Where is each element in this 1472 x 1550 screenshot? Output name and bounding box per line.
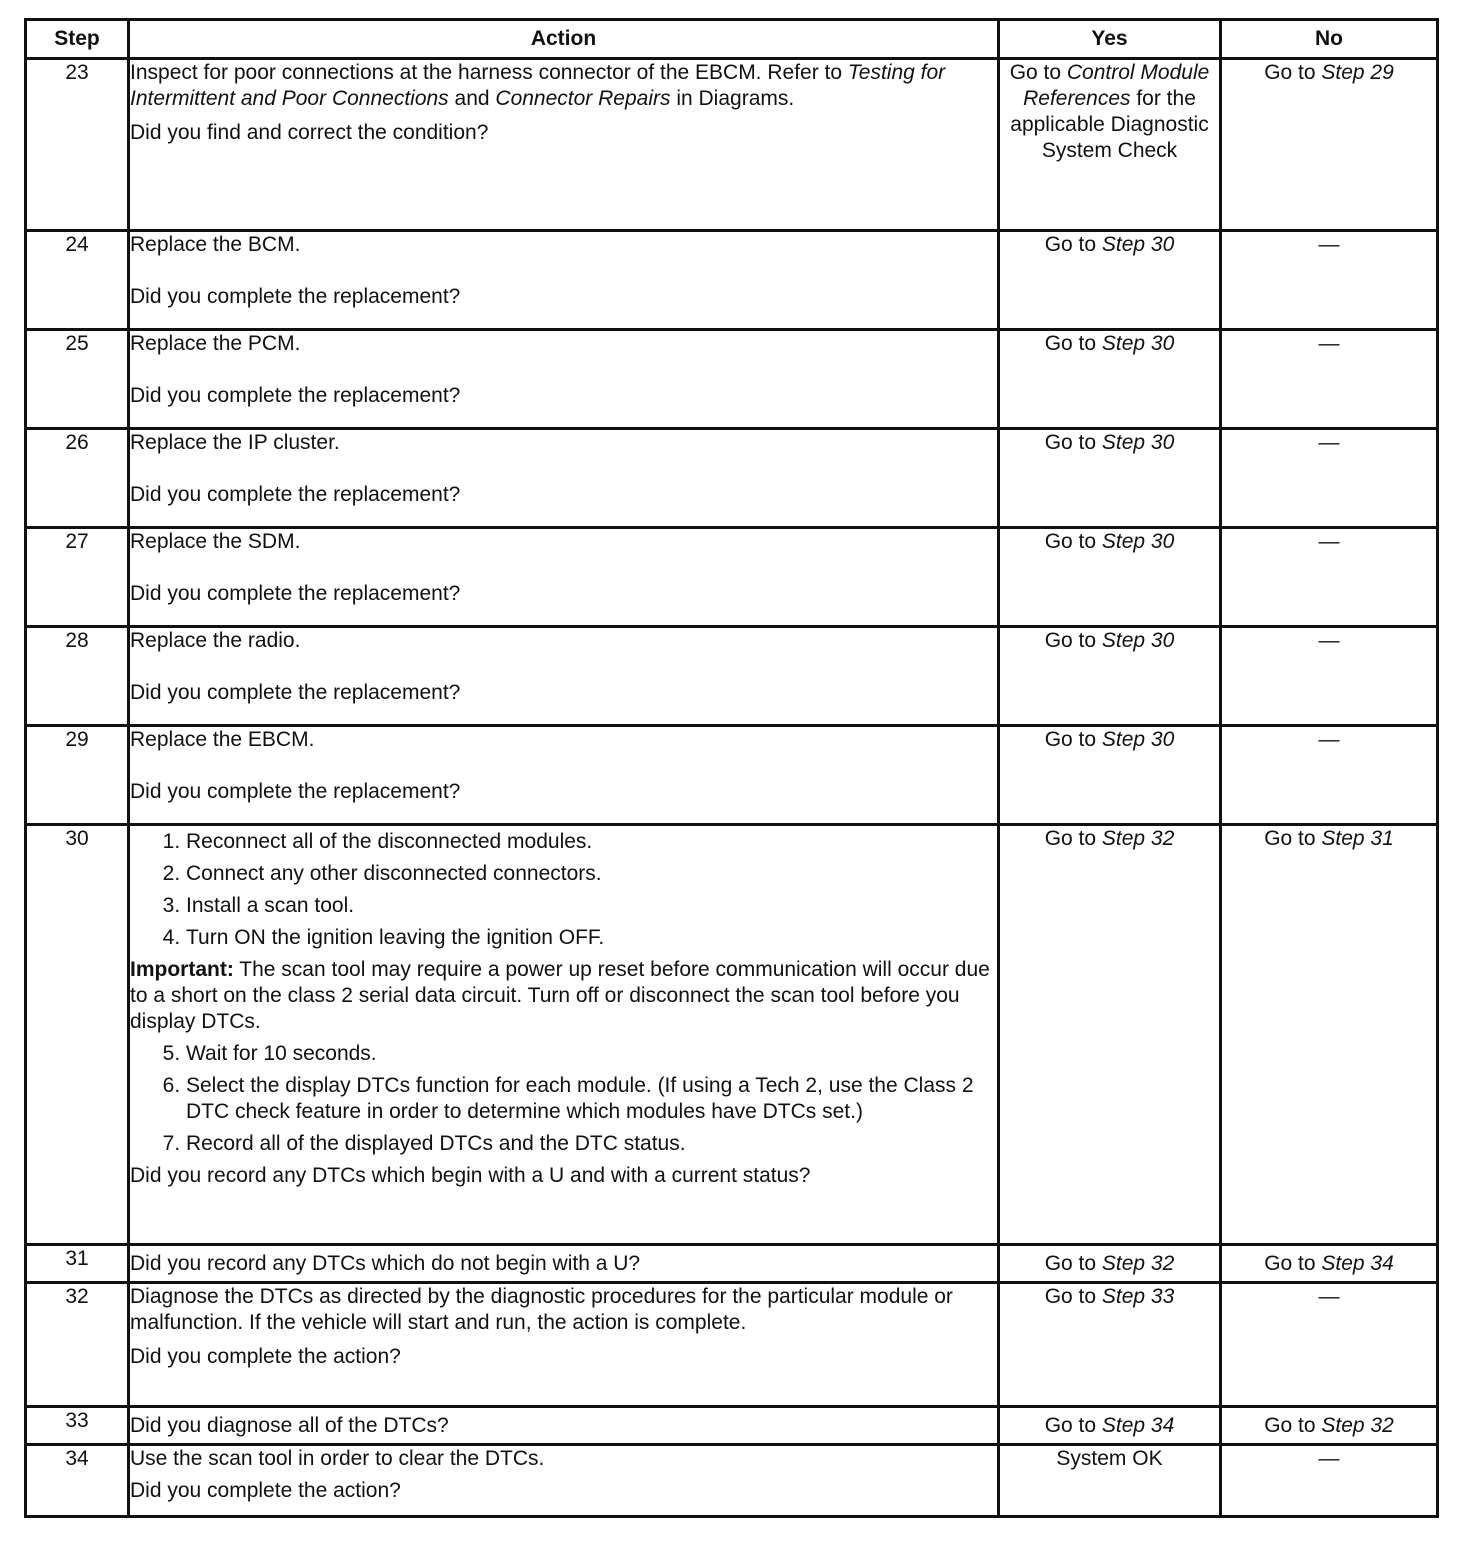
table-row — [26, 1407, 1438, 1445]
yes-cell: Go to Step 33 — [999, 1283, 1221, 1407]
yes-cell: Go to Control Module References for the applicable Diagnostic System Check — [999, 59, 1221, 231]
list-item: 7. Record all of the displayed DTCs and the DTC status. — [186, 1131, 997, 1157]
table-row — [26, 429, 1438, 528]
action-cell — [129, 1445, 999, 1517]
step-number: 27 — [26, 528, 129, 627]
list-item: 2. Connect any other disconnected connectors. — [186, 861, 997, 887]
header-step: Step — [26, 20, 129, 59]
yes-cell: System OK — [999, 1445, 1221, 1517]
action-text: Replace the IP cluster. — [130, 431, 340, 454]
action-cell — [129, 825, 999, 1245]
no-cell: — — [1221, 429, 1438, 528]
action-cell — [129, 59, 999, 231]
action-question: Did you complete the replacement? — [130, 384, 461, 407]
no-cell: Go to Step 32 — [1221, 1407, 1438, 1445]
list-item: 4. Turn ON the ignition leaving the ignition OFF. — [186, 925, 997, 951]
table-row — [26, 231, 1438, 330]
no-cell: Go to Step 29 — [1221, 59, 1438, 231]
action-question: Did you complete the replacement? — [130, 483, 461, 506]
yes-cell: Go to Step 30 — [999, 231, 1221, 330]
yes-cell: Go to Step 30 — [999, 528, 1221, 627]
no-cell: — — [1221, 330, 1438, 429]
header-no: No — [1221, 20, 1438, 59]
action-text: Replace the EBCM. — [130, 728, 315, 751]
action-text: Replace the BCM. — [130, 233, 301, 256]
step-number: 34 — [26, 1445, 129, 1517]
yes-cell: Go to Step 30 — [999, 330, 1221, 429]
header-action: Action — [129, 20, 999, 59]
no-cell: — — [1221, 1445, 1438, 1517]
header-yes: Yes — [999, 20, 1221, 59]
table-row — [26, 1283, 1438, 1407]
step-number: 25 — [26, 330, 129, 429]
step-number: 33 — [26, 1407, 129, 1445]
action-question: Did you complete the replacement? — [130, 285, 461, 308]
action-text: Replace the SDM. — [130, 530, 301, 553]
list-item: 5. Wait for 10 seconds. — [186, 1041, 997, 1067]
action-cell — [129, 330, 999, 429]
important-note: Important: The scan tool may require a power up reset before communication will occur due to a short on the class 2 serial data circuit. Turn off or disconnect the scan tool before you display DTCs. — [130, 958, 990, 1033]
action-text: Replace the PCM. — [130, 332, 301, 355]
yes-cell: Go to Step 30 — [999, 627, 1221, 726]
step-number: 32 — [26, 1283, 129, 1407]
yes-cell: Go to Step 30 — [999, 726, 1221, 825]
step-number: 31 — [26, 1245, 129, 1283]
list-item: 1. Reconnect all of the disconnected modules. — [186, 829, 997, 855]
step-number: 24 — [26, 231, 129, 330]
step-number: 23 — [26, 59, 129, 231]
action-text: Diagnose the DTCs as directed by the diagnostic procedures for the particular module or malfunction. If the vehicle will start and run, the action is complete. — [130, 1285, 953, 1334]
no-cell: Go to Step 34 — [1221, 1245, 1438, 1283]
action-question: Did you complete the replacement? — [130, 780, 461, 803]
yes-cell: Go to Step 30 — [999, 429, 1221, 528]
action-cell — [129, 231, 999, 330]
list-item: 3. Install a scan tool. — [186, 893, 997, 919]
action-text: Use the scan tool in order to clear the DTCs. — [130, 1447, 545, 1470]
action-question: Did you record any DTCs which do not begin with a U? — [130, 1251, 641, 1275]
table-row — [26, 825, 1438, 1245]
action-text: Replace the radio. — [130, 629, 301, 652]
no-cell: — — [1221, 528, 1438, 627]
action-text: Inspect for poor connections at the harness connector of the EBCM. Refer to Testing for Intermittent and Poor Connections and Connector Repairs in Diagrams. — [130, 61, 946, 110]
diagnostic-table — [24, 18, 1439, 1518]
action-cell — [129, 627, 999, 726]
no-cell: — — [1221, 231, 1438, 330]
table-row — [26, 627, 1438, 726]
table-row — [26, 1445, 1438, 1517]
action-cell — [129, 1407, 999, 1445]
list-item: 6. Select the display DTCs function for each module. (If using a Tech 2, use the Class 2 DTC check feature in order to determine which modules have DTCs set.) — [186, 1073, 997, 1125]
action-cell — [129, 528, 999, 627]
no-cell: Go to Step 31 — [1221, 825, 1438, 1245]
action-cell — [129, 1283, 999, 1407]
no-cell: — — [1221, 627, 1438, 726]
step-number: 28 — [26, 627, 129, 726]
step-number: 29 — [26, 726, 129, 825]
table-row — [26, 528, 1438, 627]
action-question: Did you complete the replacement? — [130, 582, 461, 605]
action-cell — [129, 726, 999, 825]
table-row — [26, 726, 1438, 825]
step-number: 30 — [26, 825, 129, 1245]
table-row — [26, 1245, 1438, 1283]
step-number: 26 — [26, 429, 129, 528]
yes-cell: Go to Step 32 — [999, 825, 1221, 1245]
no-cell: — — [1221, 726, 1438, 825]
action-question: Did you diagnose all of the DTCs? — [130, 1413, 449, 1437]
action-question: Did you find and correct the condition? — [130, 121, 489, 144]
action-cell — [129, 1245, 999, 1283]
action-question: Did you complete the action? — [130, 1479, 401, 1502]
table-row — [26, 59, 1438, 231]
table-row — [26, 330, 1438, 429]
procedure-list — [130, 829, 997, 951]
yes-cell: Go to Step 32 — [999, 1245, 1221, 1283]
action-cell — [129, 429, 999, 528]
action-question: Did you record any DTCs which begin with a U and with a current status? — [130, 1164, 811, 1187]
yes-cell: Go to Step 34 — [999, 1407, 1221, 1445]
no-cell: — — [1221, 1283, 1438, 1407]
action-question: Did you complete the action? — [130, 1345, 401, 1368]
procedure-list — [130, 1041, 997, 1157]
action-question: Did you complete the replacement? — [130, 681, 461, 704]
header-row — [26, 20, 1438, 59]
